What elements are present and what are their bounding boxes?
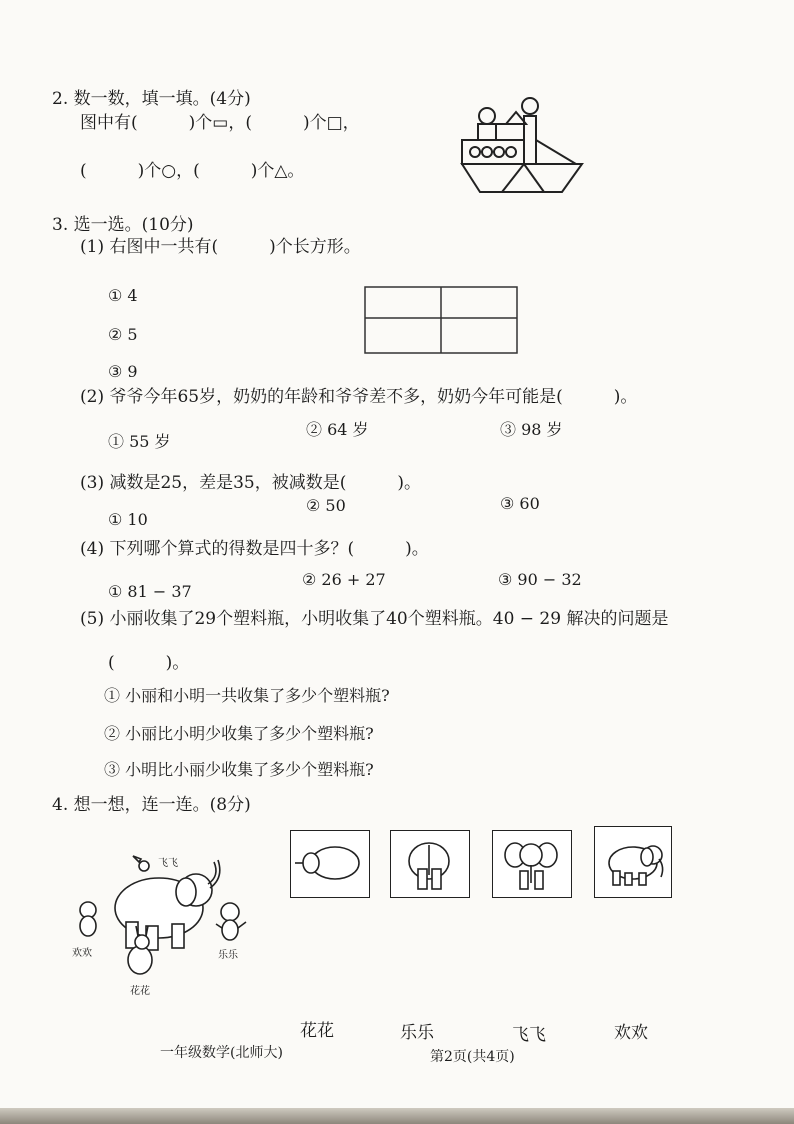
- view-box-side: [594, 826, 672, 898]
- elephant-back-view-icon: [391, 831, 468, 896]
- view-box-back: [390, 830, 470, 898]
- q3-s5-option-2: ② 小丽比小明少收集了多少个塑料瓶?: [104, 724, 374, 743]
- q3-s2-option-3: ③ 98 岁: [500, 420, 563, 439]
- q3-s2-option-1: ① 55 岁: [108, 432, 171, 451]
- name-huanhuan: 欢欢: [614, 1023, 648, 1043]
- q3-s2-text: (2) 爷爷今年65岁，奶奶的年龄和爷爷差不多，奶奶今年可能是( )。: [80, 387, 638, 407]
- name-lele: 乐乐: [400, 1023, 434, 1043]
- monkey-figure: [214, 900, 248, 946]
- q3-s4-option-2: ② 26 + 27: [302, 570, 386, 589]
- name-huahua: 花花: [300, 1021, 334, 1041]
- elephant-scene: [64, 846, 224, 986]
- scene-label-huanhuan: 欢欢: [72, 948, 92, 959]
- scene-label-feifei: 飞飞: [158, 858, 178, 869]
- scene-label-lele: 乐乐: [218, 950, 238, 961]
- elephant-top-view-icon: [291, 831, 368, 896]
- footer-page-number: 第2页(共4页): [430, 1049, 515, 1065]
- q3-s5-text: (5) 小丽收集了29个塑料瓶，小明收集了40个塑料瓶。40 − 29 解决的问题是: [80, 609, 669, 629]
- q3-s4-option-3: ③ 90 − 32: [498, 570, 582, 589]
- scene-label-huahua: 花花: [130, 986, 150, 997]
- q3-s3-option-2: ② 50: [306, 496, 346, 515]
- q3-s2-option-2: ② 64 岁: [306, 420, 369, 439]
- q3-s1-option-3: ③ 9: [108, 362, 138, 381]
- q2-line2: ( )个○，( )个△。: [80, 161, 305, 181]
- q3-s1-option-1: ① 4: [108, 286, 138, 305]
- q3-s1-text: (1) 右图中一共有( )个长方形。: [80, 237, 361, 257]
- view-box-front: [492, 830, 572, 898]
- q2-title: 2. 数一数，填一填。(4分): [52, 89, 251, 109]
- q3-s3-option-3: ③ 60: [500, 494, 540, 513]
- elephant-front-view-icon: [493, 831, 570, 896]
- q3-title: 3. 选一选。(10分): [52, 215, 194, 235]
- q3-s3-option-1: ① 10: [108, 510, 148, 529]
- q3-s5-option-3: ③ 小明比小丽少收集了多少个塑料瓶?: [104, 760, 374, 779]
- footer-subject: 一年级数学(北师大): [160, 1045, 283, 1061]
- q3-s4-option-1: ① 81 − 37: [108, 582, 192, 601]
- q3-s4-text: (4) 下列哪个算式的得数是四十多？( )。: [80, 539, 429, 559]
- q3-s3-text: (3) 减数是25，差是35，被减数是( )。: [80, 473, 422, 493]
- elephant-side-view-icon: [595, 827, 670, 896]
- q3-s5-blank: ( )。: [108, 653, 190, 673]
- q3-s5-option-1: ① 小丽和小明一共收集了多少个塑料瓶?: [104, 686, 390, 705]
- q4-title: 4. 想一想，连一连。(8分): [52, 795, 251, 815]
- view-box-top: [290, 830, 370, 898]
- page-edge-shadow: [0, 1108, 794, 1124]
- q2-line1: 图中有( )个▭，( )个□，: [80, 113, 360, 133]
- name-feifei: 飞飞: [512, 1025, 546, 1045]
- rectangle-grid-figure: [364, 286, 518, 354]
- ship-figure: [458, 96, 588, 196]
- q3-s1-option-2: ② 5: [108, 325, 138, 344]
